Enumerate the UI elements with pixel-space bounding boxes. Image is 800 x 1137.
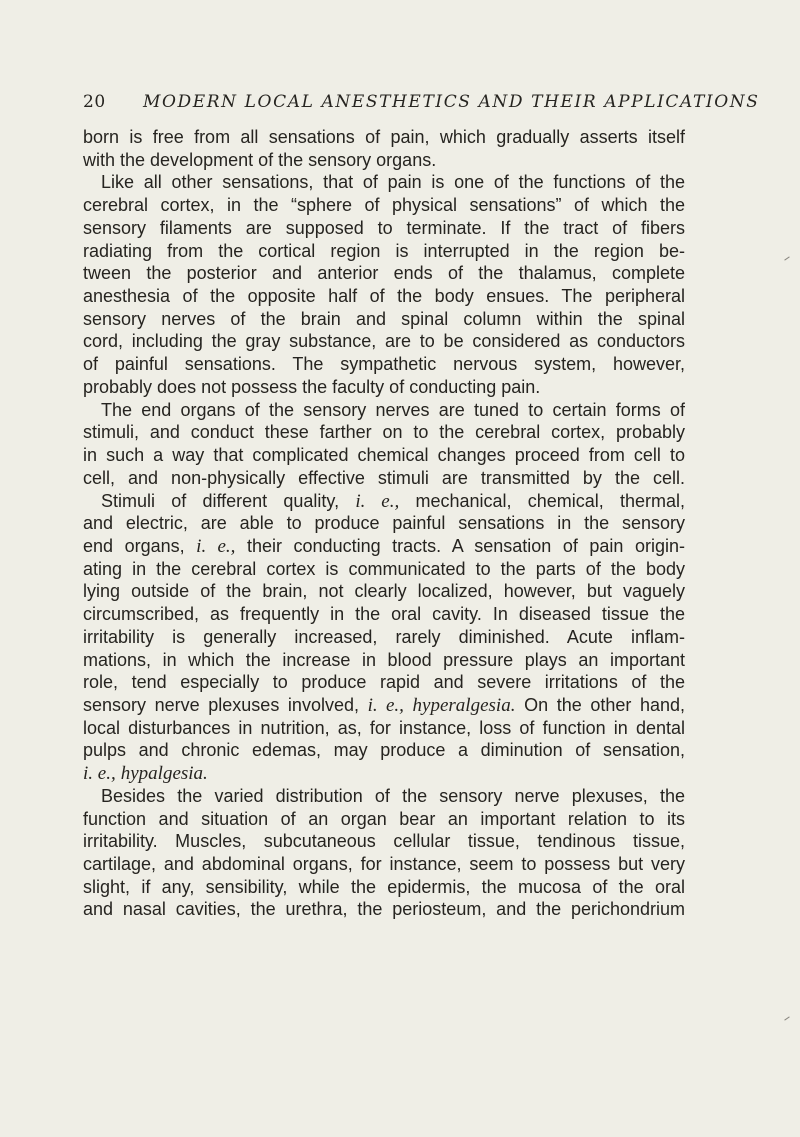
text-line: tween the posterior and anterior ends of the thalamus, complete [83,263,685,284]
text-line: stimuli, and conduct these farther on to the cerebral cortex, probably [83,422,685,443]
text-segment: mechanical, chemical, thermal, [399,490,685,511]
text-line: anesthesia of the opposite half of the body ensues. The peripheral [83,286,685,307]
text-line-with-italic [83,535,685,558]
text-line: cord, including the gray substance, are to be considered as conductors [83,331,685,352]
text-line: function and situation of an organ bear an important relation to its [83,808,685,829]
text-segment: their conducting tracts. A sensation of pain origin- [235,535,685,556]
text-line: in such a way that complicated chemical changes proceed from cell to [83,445,685,466]
italic-abbreviation: i. e., [367,694,404,716]
italic-term-hypalgesia: hypalgesia. [120,763,208,785]
text-line: pulps and chronic edemas, may produce a diminution of sensation, [83,740,685,761]
margin-tick [784,1016,789,1020]
paragraph-start-line: Besides the varied distribution of the sensory nerve plexuses, the [101,785,685,806]
paragraph-start-line: The end organs of the sensory nerves are tuned to certain forms of [101,399,685,420]
italic-term-hyperalgesia: hyperalgesia. [412,694,516,716]
italic-abbreviation: i. e., [196,535,236,557]
text-line: sensory nerves of the brain and spinal column within the spinal [83,308,685,329]
text-line-with-italic [83,694,685,717]
text-segment: end organs, [83,535,197,556]
text-line: cerebral cortex, in the “sphere of physical sensations” of which the [83,195,685,216]
text-line-with-italic [83,490,685,513]
text-line: irritability. Muscles, subcutaneous cellular tissue, tendinous tissue, [83,831,685,852]
text-line: born is free from all sensations of pain, which gradually asserts itself [83,127,685,147]
page-header [83,90,760,114]
text-line: and electric, are able to produce painful sensations in the sensory [83,513,685,534]
text-line: slight, if any, sensibility, while the epidermis, the mucosa of the oral [83,876,685,897]
text-line: probably does not possess the faculty of conducting pain. [83,376,541,397]
italic-abbreviation: i. e., [355,490,400,512]
text-line: cartilage, and abdominal organs, for instance, seem to possess but very [83,854,685,874]
text-line: ating in the cerebral cortex is communicated to the parts of the body [83,558,685,579]
text-line: irritability is generally increased, rarely diminished. Acute inflam- [83,626,685,647]
text-line: mations, in which the increase in blood pressure plays an important [83,649,685,670]
text-line: lying outside of the brain, not clearly localized, however, but vaguely [83,581,685,602]
page-number: 20 [83,92,106,112]
margin-tick [784,256,789,260]
text-line: cell, and non-physically effective stimuli are transmitted by the cell. [83,467,685,488]
text-segment: sensory nerve plexuses involved, [83,694,368,715]
text-line: sensory filaments are supposed to terminate. If the tract of fibers [83,217,685,238]
text-segment: Stimuli of different quality, [101,490,356,511]
text-line: role, tend especially to produce rapid and severe irritations of the [83,672,685,693]
text-segment: On the other hand, [515,694,685,715]
paragraph-start-line: Like all other sensations, that of pain is one of the functions of the [101,172,685,193]
text-line: local disturbances in nutrition, as, for instance, loss of function in dental [83,717,685,738]
text-line-with-italic [83,762,685,785]
body-text [83,126,685,921]
italic-abbreviation: i. e., [83,763,116,785]
running-title: MODERN LOCAL ANESTHETICS AND THEIR APPLICATIONS [143,92,760,112]
text-line: and nasal cavities, the urethra, the periosteum, and the perichondrium [83,899,685,920]
text-line: with the development of the sensory organs. [83,149,437,170]
text-line: radiating from the cortical region is interrupted in the region be- [83,240,685,261]
text-line: circumscribed, as frequently in the oral cavity. In diseased tissue the [83,604,685,625]
text-line: of painful sensations. The sympathetic nervous system, however, [83,354,685,375]
